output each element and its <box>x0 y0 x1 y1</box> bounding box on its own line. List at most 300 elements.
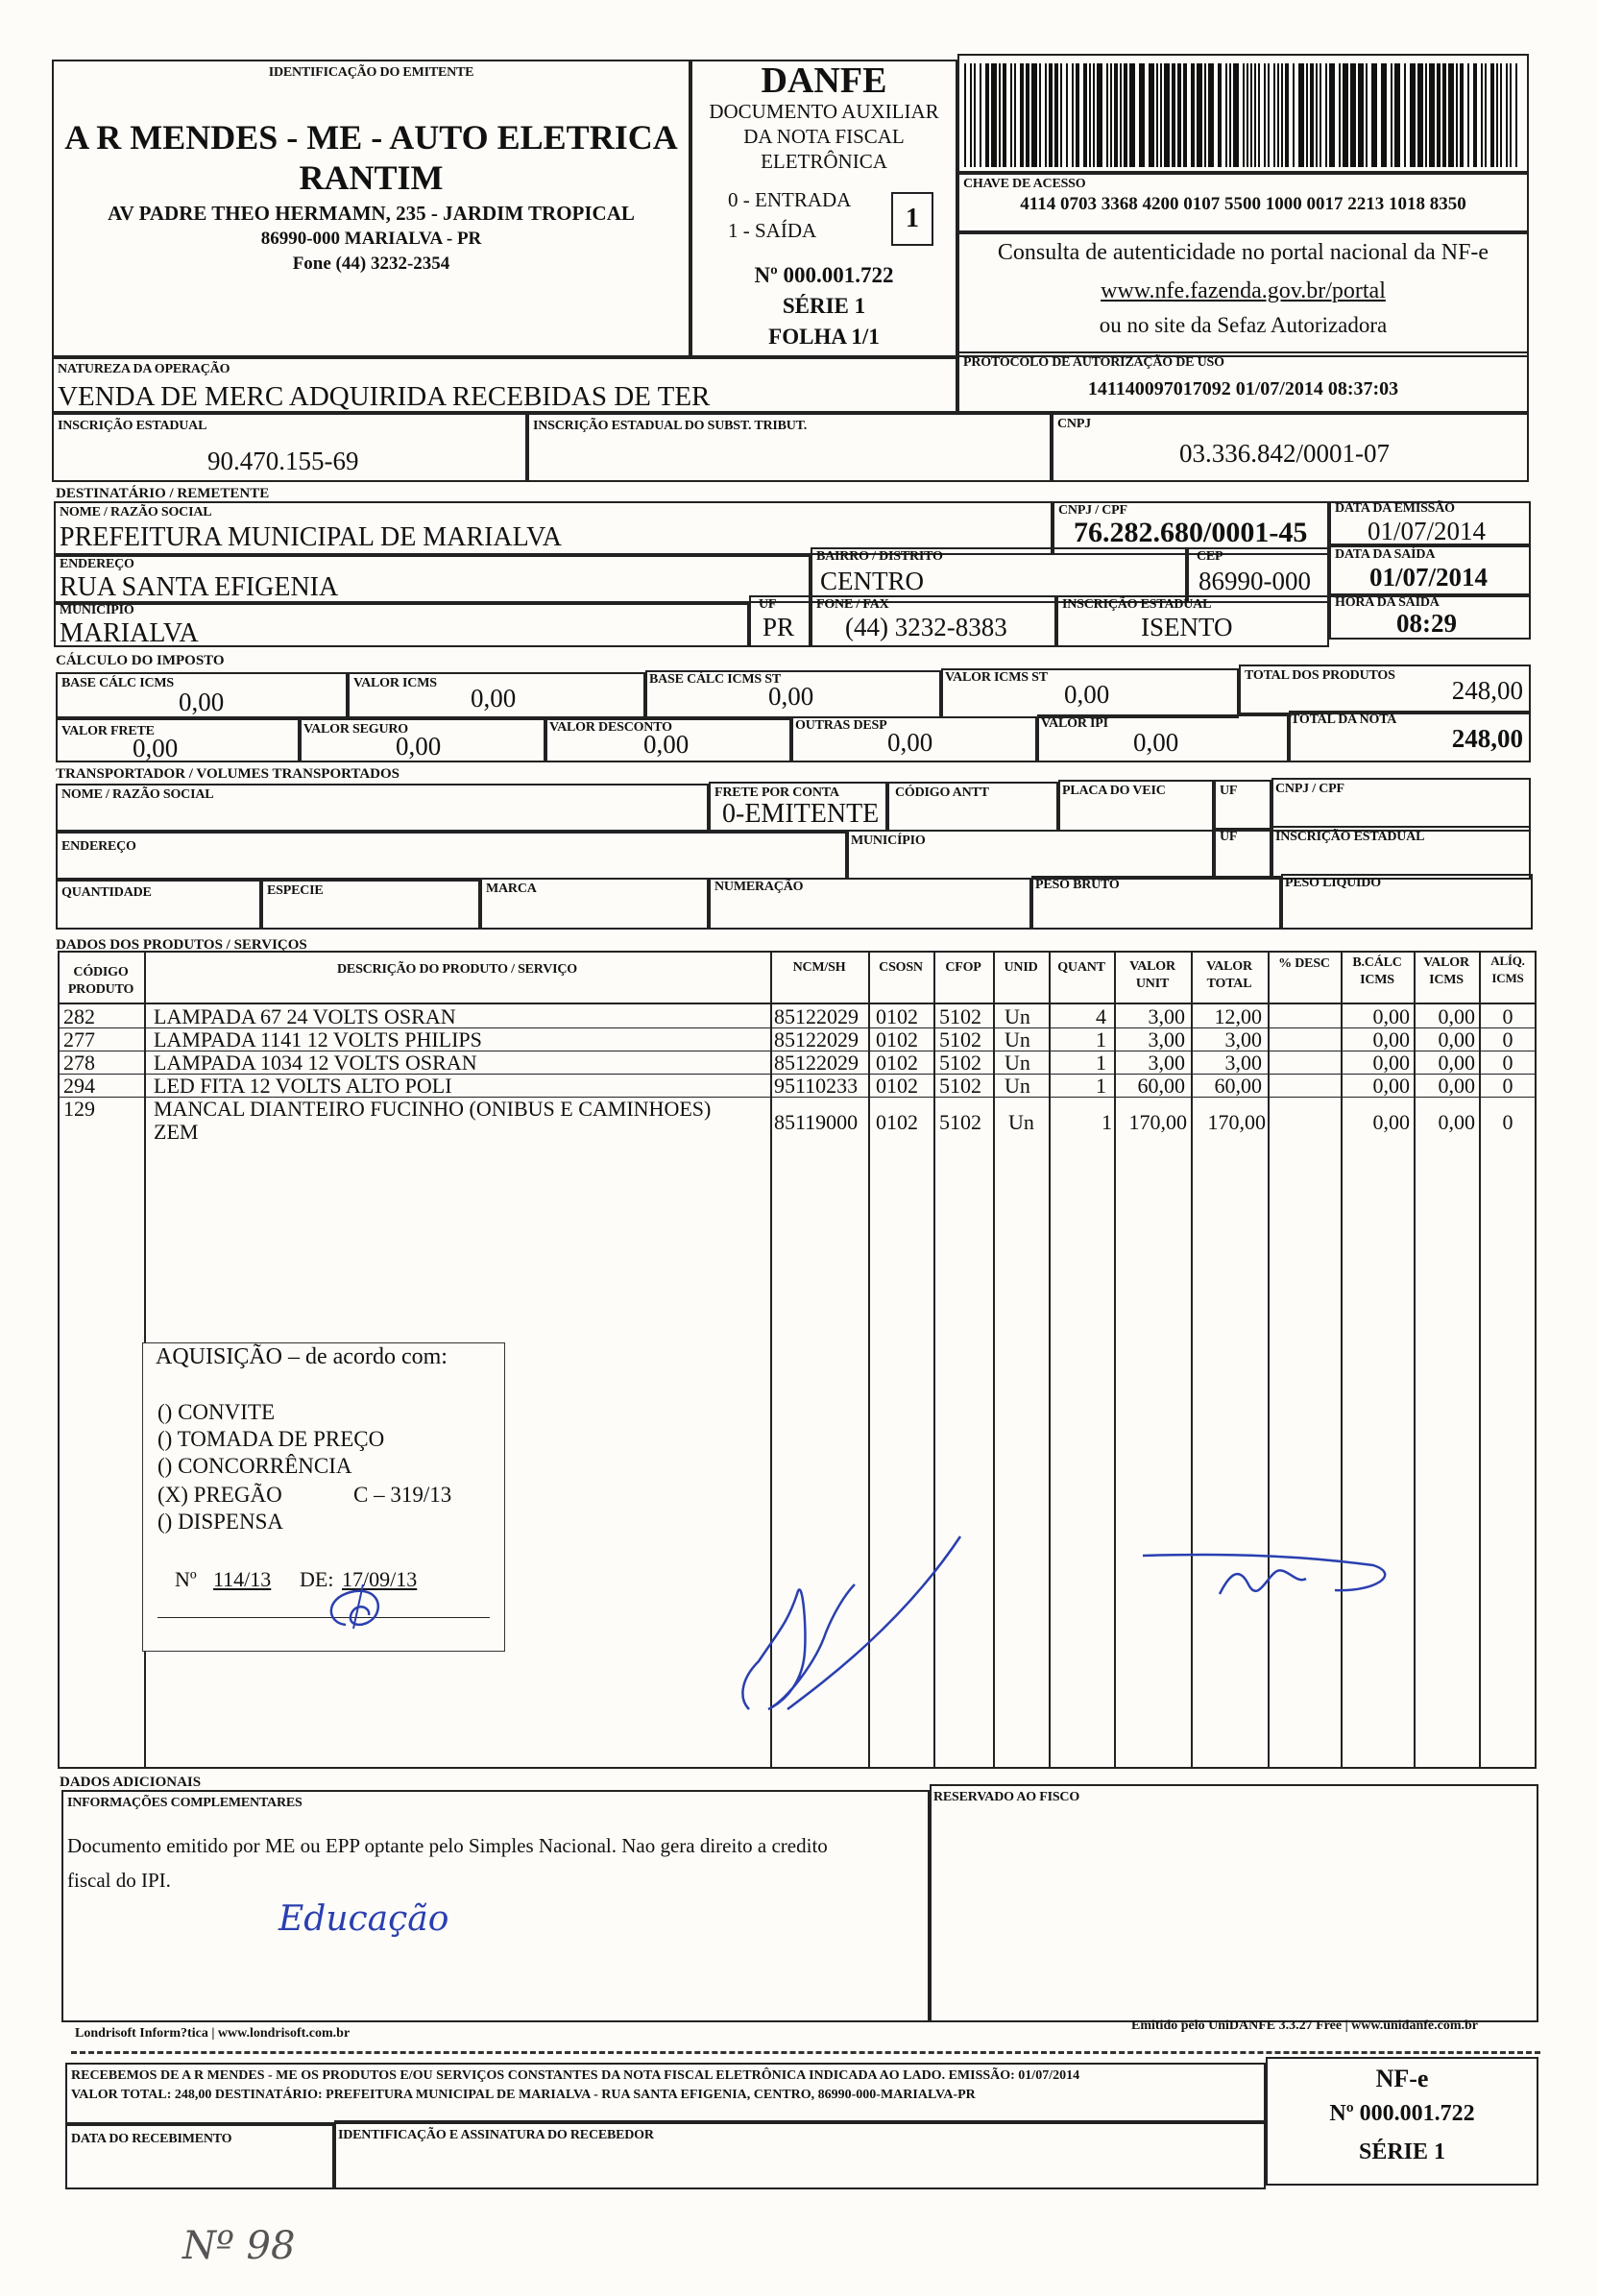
row-al: 0 <box>1502 1004 1513 1028</box>
row-cod: 278 <box>63 1051 95 1075</box>
row-csosn: 0102 <box>876 1074 918 1098</box>
dest-municipio-label: MUNICÍPIO <box>60 603 134 617</box>
row-desc: LAMPADA 1141 12 VOLTS PHILIPS <box>154 1027 482 1051</box>
signature-initials <box>307 1575 413 1632</box>
barcode-bar <box>1277 63 1279 167</box>
barcode-bar <box>1467 63 1469 167</box>
natureza-value: VENDA DE MERC ADQUIRIDA RECEBIDAS DE TER <box>58 381 711 412</box>
barcode-bar <box>1510 63 1512 167</box>
row-ncm: 85119000 <box>774 1110 859 1134</box>
produtos-section-label: DADOS DOS PRODUTOS / SERVIÇOS <box>56 937 307 953</box>
row-qt: 1 <box>1096 1027 1106 1051</box>
barcode-bar <box>1072 63 1074 167</box>
transp-marca-label: MARCA <box>486 882 537 896</box>
danfe-subtitle-1: DOCUMENTO AUXILIAR <box>709 100 939 123</box>
barcode-bar <box>1026 63 1029 167</box>
barcode-bar <box>1339 63 1341 167</box>
danfe-subtitle-2: DA NOTA FISCAL <box>743 125 905 148</box>
barcode-bar <box>1097 63 1102 167</box>
row-csosn: 0102 <box>876 1004 918 1028</box>
total-nota-label: TOTAL DA NOTA <box>1291 713 1397 727</box>
barcode-bar <box>985 63 989 167</box>
barcode-bar <box>1031 63 1037 167</box>
row-bc: 0,00 <box>1372 1004 1410 1028</box>
barcode-bar <box>1350 63 1356 167</box>
barcode-bar <box>1020 63 1024 167</box>
barcode-bar <box>1114 63 1118 167</box>
col-ncm: NCM/SH <box>792 960 846 975</box>
ie-st-label: INSCRIÇÃO ESTADUAL DO SUBST. TRIBUT. <box>533 419 808 433</box>
dest-municipio: MARIALVA <box>60 618 199 648</box>
info-text-2: fiscal do IPI. <box>67 1869 171 1892</box>
portal-link[interactable]: www.nfe.fazenda.gov.br/portal <box>1101 278 1386 303</box>
table-row <box>58 1004 1537 1028</box>
info-text-1: Documento emitido por ME ou EPP optante pelo Simples Nacional. Nao gera direito a credito <box>67 1834 828 1857</box>
valor-st: 0,00 <box>1064 680 1110 709</box>
barcode-bar <box>1404 63 1406 167</box>
dest-cnpj: 76.282.680/0001-45 <box>1074 517 1308 548</box>
row-cod: 277 <box>63 1027 95 1051</box>
dest-emissao-label: DATA DA EMISSÃO <box>1335 501 1455 516</box>
danfe-numero: Nº 000.001.722 <box>754 263 894 287</box>
barcode-bar <box>1066 63 1068 167</box>
dest-cep-label: CEP <box>1197 549 1223 564</box>
barcode-bar <box>1490 63 1494 167</box>
row-un: Un <box>1005 1074 1030 1098</box>
barcode-bar <box>1391 63 1392 167</box>
barcode-bar <box>1218 63 1222 167</box>
cut-line <box>71 2051 1540 2054</box>
danfe-folha: FOLHA 1/1 <box>768 325 880 349</box>
barcode-bar <box>1177 63 1181 167</box>
base-icms: 0,00 <box>179 688 225 716</box>
barcode-bar <box>1394 63 1400 167</box>
row-csosn: 0102 <box>876 1027 918 1051</box>
stamp-data: 17/09/13 <box>342 1567 418 1591</box>
seguro: 0,00 <box>396 732 442 761</box>
handwritten-number: Nº 98 <box>182 2224 296 2268</box>
recibo-numero: Nº 000.001.722 <box>1329 2101 1475 2126</box>
barcode-bar <box>1164 63 1170 167</box>
barcode-bar <box>999 63 1001 167</box>
row-bc: 0,00 <box>1372 1110 1410 1134</box>
emitente-section-label: IDENTIFICAÇÃO DO EMITENTE <box>268 65 474 80</box>
row-vi: 0,00 <box>1438 1004 1475 1028</box>
barcode-bar <box>974 63 976 167</box>
transp-antt-label: CÓDIGO ANTT <box>895 785 989 800</box>
ipi: 0,00 <box>1133 728 1179 757</box>
barcode-bar <box>1366 63 1368 167</box>
barcode-bar <box>1381 63 1387 167</box>
barcode-bar <box>1045 63 1047 167</box>
recibo-serie: SÉRIE 1 <box>1358 2139 1446 2164</box>
barcode-bar <box>1268 63 1270 167</box>
barcode-bar <box>1410 63 1416 167</box>
transp-uf-label: UF <box>1220 784 1238 798</box>
barcode-bar <box>1225 63 1227 167</box>
row-al: 0 <box>1502 1074 1513 1098</box>
dest-saida-label: DATA DA SAÍDA <box>1335 547 1436 562</box>
row-vi: 0,00 <box>1438 1027 1475 1051</box>
table-row <box>58 1027 1537 1051</box>
row-cod: 282 <box>63 1004 95 1028</box>
barcode-bar <box>1139 63 1145 167</box>
row-cod: 129 <box>63 1097 95 1121</box>
imposto-section-label: CÁLCULO DO IMPOSTO <box>56 653 225 668</box>
recibo-nfe: NF-e <box>1375 2065 1429 2092</box>
row-vu: 3,00 <box>1148 1004 1185 1028</box>
col-bcalc: B.CÁLC ICMS <box>1352 955 1402 987</box>
table-row <box>58 1097 1537 1150</box>
row-qt: 4 <box>1096 1004 1106 1028</box>
transp-cnpj-label: CNPJ / CPF <box>1275 782 1344 796</box>
transp-endereco-label: ENDEREÇO <box>61 839 136 854</box>
stamp-pregao-ref: C – 319/13 <box>353 1483 452 1507</box>
dest-hora: 08:29 <box>1396 609 1457 638</box>
outras-label: OUTRAS DESP <box>795 718 887 733</box>
transp-liquido-label: PESO LIQUIDO <box>1285 876 1381 890</box>
dest-endereco-label: ENDEREÇO <box>60 557 134 571</box>
emitente-city: 86990-000 MARIALVA - PR <box>260 229 482 249</box>
row-qt: 1 <box>1096 1074 1106 1098</box>
row-vt: 3,00 <box>1224 1027 1262 1051</box>
row-cfop: 5102 <box>939 1027 981 1051</box>
col-descricao: DESCRIÇÃO DO PRODUTO / SERVIÇO <box>337 962 577 977</box>
transp-especie-label: ESPECIE <box>267 883 324 898</box>
barcode-bar <box>1054 63 1058 167</box>
recibo-text-2: VALOR TOTAL: 248,00 DESTINATÁRIO: PREFEITURA MUNICIPAL DE MARIALVA - RUA SANTA EFIGENIA, CENTRO, 86990-000-MARIALVA-PR <box>71 2088 976 2102</box>
row-vt: 60,00 <box>1214 1074 1262 1098</box>
seguro-label: VALOR SEGURO <box>303 722 408 737</box>
dest-nome-label: NOME / RAZÃO SOCIAL <box>60 505 212 520</box>
handwritten-educacao: Educação <box>278 1899 449 1939</box>
footer-left: Londrisoft Inform?tica | www.londrisoft.com.br <box>75 2026 351 2041</box>
protocolo-label: PROTOCOLO DE AUTORIZAÇÃO DE USO <box>963 355 1224 370</box>
row-vt: 170,00 <box>1207 1110 1266 1134</box>
barcode-bar <box>964 63 966 167</box>
dest-fone-label: FONE / FAX <box>816 597 889 612</box>
row-al: 0 <box>1502 1051 1513 1075</box>
dest-cep: 86990-000 <box>1198 567 1311 595</box>
barcode-bar <box>1448 63 1454 167</box>
barcode-bar <box>1500 63 1502 167</box>
cnpj-label: CNPJ <box>1057 417 1091 431</box>
danfe-entrada: 0 - ENTRADA <box>728 188 852 211</box>
row-un: Un <box>1005 1051 1030 1075</box>
dest-bairro-label: BAIRRO / DISTRITO <box>816 549 943 564</box>
col-unid: UNID <box>1004 960 1038 975</box>
transp-nome-label: NOME / RAZÃO SOCIAL <box>61 787 214 802</box>
destinatario-section-label: DESTINATÁRIO / REMETENTE <box>56 486 270 501</box>
frete: 0,00 <box>133 734 179 762</box>
barcode-bar <box>1281 63 1283 167</box>
row-csosn: 0102 <box>876 1110 918 1134</box>
valor-st-label: VALOR ICMS ST <box>945 670 1048 685</box>
barcode-bar <box>1060 63 1062 167</box>
row-vu: 3,00 <box>1148 1027 1185 1051</box>
row-desc: MANCAL DIANTEIRO FUCINHO (ONIBUS E CAMINHOES) <box>154 1097 712 1121</box>
transp-bruto-label: PESO BRUTO <box>1035 878 1120 892</box>
stamp-concorrencia: () CONCORRÊNCIA <box>157 1454 352 1478</box>
footer-right: Emitido pelo UniDANFE 3.3.27 Free | www.unidanfe.com.br <box>1131 2018 1478 2033</box>
barcode-bar <box>1156 63 1158 167</box>
barcode-bar <box>1442 63 1446 167</box>
total-prod: 248,00 <box>1451 676 1523 705</box>
desconto-label: VALOR DESCONTO <box>549 720 672 735</box>
col-vunit: VALOR UNIT <box>1129 959 1175 991</box>
ie-label: INSCRIÇÃO ESTADUAL <box>58 419 207 433</box>
barcode-bar <box>1076 63 1079 167</box>
col-vtotal: VALOR TOTAL <box>1206 959 1252 991</box>
transp-frete-label: FRETE POR CONTA <box>714 785 839 800</box>
barcode-bar <box>1106 63 1108 167</box>
row-desc: LAMPADA 1034 12 VOLTS OSRAN <box>154 1051 477 1075</box>
row-al: 0 <box>1502 1110 1513 1134</box>
row-desc: LED FITA 12 VOLTS ALTO POLI <box>154 1074 452 1098</box>
row-cfop: 5102 <box>939 1051 981 1075</box>
barcode-bar <box>1496 63 1498 167</box>
dest-emissao: 01/07/2014 <box>1368 517 1487 545</box>
barcode-bar <box>1204 63 1206 167</box>
info-label: INFORMAÇÕES COMPLEMENTARES <box>67 1796 303 1810</box>
barcode-bar <box>1149 63 1154 167</box>
transportador-section-label: TRANSPORTADOR / VOLUMES TRANSPORTADOS <box>56 766 400 782</box>
barcode-bar <box>1293 63 1295 167</box>
stamp-pregao: (X) PREGÃO <box>157 1483 282 1507</box>
consulta-text: Consulta de autenticidade no portal nacional da NF-e <box>997 240 1489 265</box>
barcode-bar <box>1049 63 1053 167</box>
row-bc: 0,00 <box>1372 1051 1410 1075</box>
barcode-bar <box>1456 63 1458 167</box>
row-un: Un <box>1005 1027 1030 1051</box>
natureza-label: NATUREZA DA OPERAÇÃO <box>58 362 230 376</box>
barcode-bar <box>1429 63 1435 167</box>
row-un: Un <box>1008 1110 1034 1134</box>
table-row <box>58 1074 1537 1098</box>
barcode-bar <box>1010 63 1012 167</box>
barcode-bar <box>1093 63 1095 167</box>
base-icms-label: BASE CÁLC ICMS <box>61 676 174 690</box>
danfe-title: DANFE <box>761 60 887 101</box>
cnpj-value: 03.336.842/0001-07 <box>1179 439 1390 468</box>
col-desc: % DESC <box>1278 956 1330 971</box>
dest-ie: ISENTO <box>1141 613 1233 641</box>
stamp-numero: 114/13 <box>213 1567 272 1591</box>
barcode-bar <box>1371 63 1377 167</box>
row-ncm: 95110233 <box>774 1074 859 1098</box>
barcode-bar <box>1473 63 1477 167</box>
row-cod: 294 <box>63 1074 95 1098</box>
dest-uf: PR <box>763 613 795 641</box>
barcode-bar <box>1191 63 1195 167</box>
barcode-bar <box>1120 63 1122 167</box>
barcode-bar <box>1183 63 1187 167</box>
stamp-title: AQUISIÇÃO – de acordo com: <box>156 1344 448 1369</box>
dest-ie-label: INSCRIÇÃO ESTADUAL <box>1062 597 1212 612</box>
outras: 0,00 <box>887 728 933 757</box>
barcode-bar <box>1083 63 1087 167</box>
barcode-bar <box>980 63 981 167</box>
table-row <box>58 1051 1537 1075</box>
row-qt: 1 <box>1096 1051 1106 1075</box>
barcode-bar <box>1316 63 1318 167</box>
fisco-label: RESERVADO AO FISCO <box>933 1790 1080 1804</box>
transp-placa-label: PLACA DO VEIC <box>1062 784 1166 798</box>
barcode-bar <box>1437 63 1441 167</box>
row-vu: 60,00 <box>1137 1074 1185 1098</box>
row-bc: 0,00 <box>1372 1074 1410 1098</box>
barcode-bar <box>1343 63 1348 167</box>
base-st-label: BASE CÁLC ICMS ST <box>649 672 782 687</box>
barcode-bar <box>1460 63 1464 167</box>
stamp-numero-prefix: Nº <box>175 1567 197 1591</box>
barcode-bar <box>1515 63 1517 167</box>
transp-ie-label: INSCRIÇÃO ESTADUAL <box>1275 830 1425 844</box>
ipi-label: VALOR IPI <box>1041 716 1108 731</box>
row-vi: 0,00 <box>1438 1074 1475 1098</box>
row-vi: 0,00 <box>1438 1051 1475 1075</box>
barcode-bar <box>1273 63 1275 167</box>
danfe-tipo: 1 <box>891 192 933 246</box>
row-ncm: 85122029 <box>774 1051 859 1075</box>
row-cfop: 5102 <box>939 1074 981 1098</box>
emitente-name-1: A R MENDES - ME - AUTO ELETRICA <box>64 118 678 157</box>
row-desc: LAMPADA 67 24 VOLTS OSRAN <box>154 1004 456 1028</box>
barcode-bar <box>1485 63 1487 167</box>
barcode-bar <box>1329 63 1335 167</box>
fisco-box <box>930 1784 1538 2022</box>
dest-endereco: RUA SANTA EFIGENIA <box>60 572 339 602</box>
row-un: Un <box>1005 1004 1030 1028</box>
transp-frete: 0-EMITENTE <box>722 799 880 829</box>
barcode-bar <box>1089 63 1091 167</box>
valor-icms: 0,00 <box>471 684 517 713</box>
barcode-bar <box>1124 63 1127 167</box>
barcode-bar <box>1197 63 1202 167</box>
barcode-bar <box>1310 63 1314 167</box>
total-nota: 248,00 <box>1451 724 1523 753</box>
barcode-bar <box>1110 63 1112 167</box>
row-desc-2: ZEM <box>154 1120 199 1144</box>
barcode-bar <box>1160 63 1162 167</box>
col-quant: QUANT <box>1057 960 1105 975</box>
barcode-bar <box>1247 63 1248 167</box>
adicionais-section-label: DADOS ADICIONAIS <box>60 1775 202 1790</box>
protocolo-value: 141140097017092 01/07/2014 08:37:03 <box>1087 378 1399 399</box>
stamp-dispensa: () DISPENSA <box>157 1510 283 1534</box>
row-vi: 0,00 <box>1438 1110 1475 1134</box>
recibo-text-1: RECEBEMOS DE A R MENDES - ME OS PRODUTOS E/OU SERVIÇOS CONSTANTES DA NOTA FISCAL ELETRÔNICA INDICADA AO LADO. EMISSÃO: 01/07/2014 <box>71 2068 1080 2083</box>
row-csosn: 0102 <box>876 1051 918 1075</box>
valor-icms-label: VALOR ICMS <box>353 676 437 690</box>
danfe-saida: 1 - SAÍDA <box>728 219 817 242</box>
barcode-bar <box>1325 63 1327 167</box>
row-qt: 1 <box>1102 1110 1112 1134</box>
transp-numeracao-label: NUMERAÇÃO <box>714 880 804 894</box>
col-csosn: CSOSN <box>879 960 923 975</box>
total-prod-label: TOTAL DOS PRODUTOS <box>1245 668 1395 683</box>
row-vu: 3,00 <box>1148 1051 1185 1075</box>
barcode-bar <box>1306 63 1308 167</box>
barcode-bar <box>1258 63 1260 167</box>
barcode-bar <box>1254 63 1256 167</box>
desconto: 0,00 <box>643 730 690 759</box>
transp-qtd-label: QUANTIDADE <box>61 885 152 900</box>
barcode-bar <box>1285 63 1289 167</box>
transp-uf2-label: UF <box>1220 830 1238 844</box>
barcode-bar <box>1358 63 1364 167</box>
barcode-bar <box>1208 63 1214 167</box>
barcode-bar <box>1417 63 1423 167</box>
danfe-serie: SÉRIE 1 <box>782 294 866 318</box>
barcode-bar <box>1039 63 1041 167</box>
chave-label: CHAVE DE ACESSO <box>963 177 1086 191</box>
barcode-bar <box>991 63 997 167</box>
barcode-bar <box>970 63 972 167</box>
barcode-bar <box>1320 63 1321 167</box>
row-ncm: 85122029 <box>774 1004 859 1028</box>
barcode-bar <box>1003 63 1006 167</box>
barcode-bar <box>1229 63 1231 167</box>
frete-label: VALOR FRETE <box>61 724 155 738</box>
recibo-data-label: DATA DO RECEBIMENTO <box>71 2132 232 2146</box>
dest-bairro: CENTRO <box>820 567 924 595</box>
barcode-bar <box>1233 63 1239 167</box>
barcode-bar <box>1129 63 1135 167</box>
barcode-bar <box>1014 63 1016 167</box>
stamp-de-prefix: DE: <box>300 1567 334 1591</box>
dest-nome: PREFEITURA MUNICIPAL DE MARIALVA <box>60 522 563 552</box>
transp-endereco-box <box>56 832 847 880</box>
row-vt: 12,00 <box>1214 1004 1262 1028</box>
barcode-bar <box>1264 63 1266 167</box>
barcode-bar <box>1243 63 1245 167</box>
col-cfop: CFOP <box>945 960 981 975</box>
recibo-assinatura-label: IDENTIFICAÇÃO E ASSINATURA DO RECEBEDOR <box>338 2128 654 2142</box>
barcode-bar <box>1425 63 1427 167</box>
stamp-convite: () CONVITE <box>157 1400 275 1424</box>
row-cfop: 5102 <box>939 1110 981 1134</box>
row-al: 0 <box>1502 1027 1513 1051</box>
chave-value: 4114 0703 3368 4200 0107 5500 1000 0017 2213 1018 8350 <box>1020 194 1466 214</box>
row-bc: 0,00 <box>1372 1027 1410 1051</box>
transp-municipio-label: MUNICÍPIO <box>851 834 926 848</box>
dest-saida: 01/07/2014 <box>1369 563 1489 592</box>
stamp-tomada: () TOMADA DE PREÇO <box>157 1427 385 1451</box>
base-st: 0,00 <box>768 682 814 711</box>
sefaz-text: ou no site da Sefaz Autorizadora <box>1099 313 1388 337</box>
col-codigo: CÓDIGO PRODUTO <box>67 965 134 997</box>
barcode <box>964 63 1521 171</box>
dest-cnpj-label: CNPJ / CPF <box>1058 503 1127 518</box>
barcode-bar <box>1506 63 1508 167</box>
dest-uf-label: UF <box>759 597 777 612</box>
signature-1 <box>730 1517 980 1728</box>
info-box <box>61 1790 930 2022</box>
row-vt: 3,00 <box>1224 1051 1262 1075</box>
row-vu: 170,00 <box>1128 1110 1187 1134</box>
dest-fone: (44) 3232-8383 <box>845 613 1007 641</box>
row-ncm: 85122029 <box>774 1027 859 1051</box>
barcode-bar <box>1298 63 1304 167</box>
emitente-name-2: RANTIM <box>299 158 444 197</box>
col-aliq: ALÍQ. ICMS <box>1490 954 1525 985</box>
col-vicms: VALOR ICMS <box>1423 955 1469 987</box>
dest-hora-label: HORA DA SAÍDA <box>1335 595 1440 610</box>
row-cfop: 5102 <box>939 1004 981 1028</box>
danfe-subtitle-3: ELETRÔNICA <box>761 150 887 173</box>
barcode-bar <box>1172 63 1175 167</box>
